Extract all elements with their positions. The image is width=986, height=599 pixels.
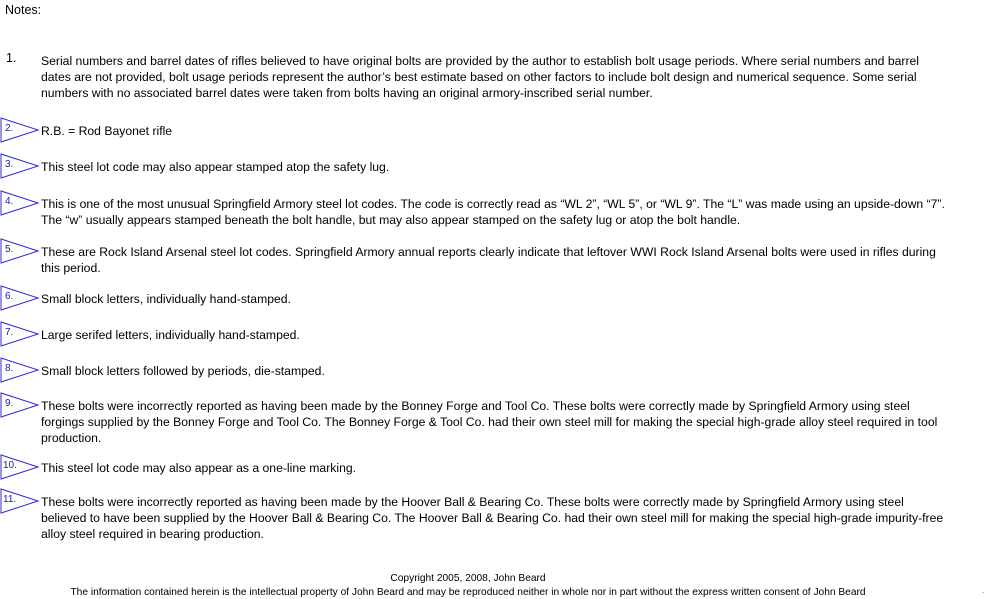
flag-marker-icon — [0, 153, 40, 179]
note-number: 4. — [5, 196, 14, 207]
notes-title: Notes: — [5, 3, 42, 17]
note-text: This steel lot code may also appear as a one-line marking. — [41, 461, 357, 475]
note-number: 11. — [3, 494, 17, 505]
note-number: 7. — [5, 327, 14, 338]
note-number: 8. — [5, 363, 14, 374]
flag-marker-icon — [0, 357, 40, 383]
note-text: Large serifed letters, individually hand-stamped. — [41, 328, 300, 342]
flag-marker-icon — [0, 321, 40, 347]
note-text: These bolts were incorrectly reported as having been made by the Hoover Ball & Bearing Co. These bolts were correctly made by Springfield Armory using steel believed to have been supplied by the Hoover Ball & Bearing Co. The Hoover Ball & Bearing Co. had their own steel mill for making the special high-grade impurity-free alloy steel required in bearing production. — [41, 495, 944, 541]
note-text: This steel lot code may also appear stamped atop the safety lug. — [41, 160, 390, 174]
note-text: This is one of the most unusual Springfield Armory steel lot codes. The code is correctly read as “WL 2”, “WL 5”, or “WL 9”. The “L” was made using an upside-down “7”. The “w” usually appears stamped beneath the bolt handle, but may also appear stamped on the safety lug or atop the bolt handle. — [41, 197, 945, 227]
note-number: 10. — [3, 460, 17, 471]
note-number: 1. — [6, 51, 17, 65]
note-number: 3. — [5, 159, 14, 170]
note-text: R.B. = Rod Bayonet rifle — [41, 124, 173, 138]
note-number: 9. — [5, 398, 14, 409]
flag-marker-icon — [0, 238, 40, 264]
note-number: 2. — [5, 123, 14, 134]
flag-marker-icon — [0, 190, 40, 216]
corner-mark: . — [982, 586, 985, 595]
note-text: Serial numbers and barrel dates of rifles believed to have original bolts are provided by the author to establish bolt usage periods. Where serial numbers and barrel dates are not provided, bolt usage periods represent the author’s best estimate based on other factors to include bolt design and numerical sequence. Some serial numbers with no associated barrel dates were taken from bolts having an original armory-inscribed serial number. — [41, 54, 919, 100]
note-number: 6. — [5, 291, 14, 302]
note-text: Small block letters, individually hand-stamped. — [41, 292, 291, 306]
note-number: 5. — [5, 244, 14, 255]
flag-marker-icon — [0, 117, 40, 143]
flag-marker-icon — [0, 454, 40, 480]
note-text: These bolts were incorrectly reported as having been made by the Bonney Forge and Tool Co. These bolts were correctly made by Springfield Armory using steel forgings supplied by the Bonney Forge and Tool Co. The Bonney Forge & Tool Co. had their own steel mill for making the special high-grade alloy steel required in tool production. — [41, 399, 938, 445]
copyright-line: Copyright 2005, 2008, John Beard — [390, 573, 546, 584]
note-text: These are Rock Island Arsenal steel lot codes. Springfield Armory annual reports clearly indicate that leftover WWI Rock Island Arsenal bolts were used in rifles during this period. — [41, 245, 936, 275]
flag-marker-icon — [0, 285, 40, 311]
flag-marker-icon — [0, 488, 40, 514]
flag-marker-icon — [0, 392, 40, 418]
ip-notice: The information contained herein is the intellectual property of John Beard and may be reproduced neither in whole nor in part without the express written consent of John Beard — [70, 587, 866, 598]
note-text: Small block letters followed by periods, die-stamped. — [41, 364, 325, 378]
